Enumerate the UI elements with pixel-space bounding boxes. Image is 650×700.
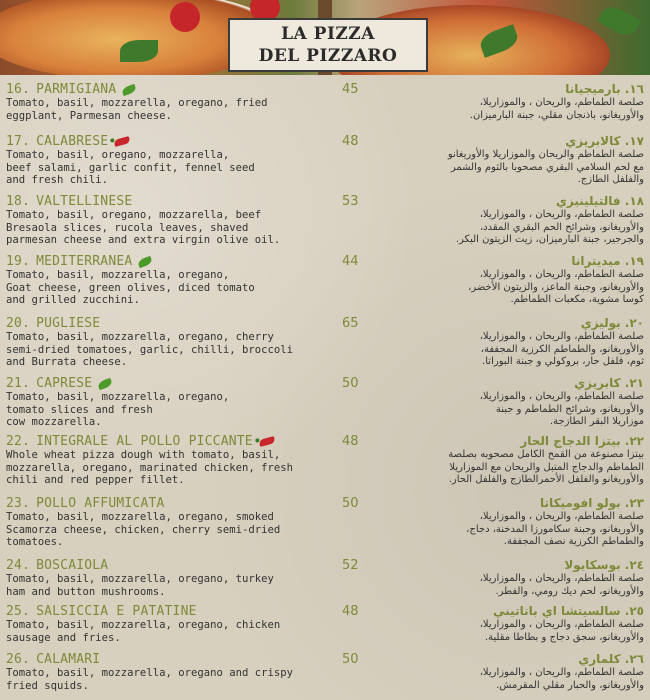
item-description-line: Whole wheat pizza dough with tomato, basil,: [6, 449, 281, 461]
item-description-line: and grilled zucchini.: [6, 294, 140, 307]
item-title: CAPRESE: [36, 376, 93, 391]
item-description-arabic-line: والأوريغانو، وشرائح الطماطم و جبنة: [495, 403, 644, 415]
item-price: 50: [342, 496, 359, 511]
item-description-line: Tomato, basil, mozzarella, oregano, cherry: [6, 331, 274, 343]
item-name: [6, 134, 331, 149]
item-english: [6, 434, 331, 487]
item-arabic: [382, 316, 644, 369]
item-english: [6, 496, 331, 549]
item-description-line: tomatoes.: [6, 536, 64, 549]
item-name-arabic: ٢٥. سالسيتشا اي باتاتيني: [493, 604, 644, 618]
item-english: [6, 604, 331, 644]
item-english: [6, 376, 331, 429]
item-description-arabic-line: صلصة الطماطم، والريحان ، والموزاريلا،: [479, 331, 644, 342]
item-description-line: semi-dried tomatoes, garlic, chilli, broccoli: [6, 343, 294, 356]
item-number: 20.: [6, 316, 31, 331]
item-arabic: [382, 254, 644, 307]
item-number: 19.: [6, 254, 31, 269]
item-description-arabic-line: ثوم، فلفل حار، بروكولي و جبنة البوراتا.: [482, 356, 644, 368]
item-description-line: cow mozzarella.: [6, 416, 102, 429]
item-description-line: Tomato, basil, mozzarella, oregano, smoked: [6, 511, 274, 523]
item-english: [6, 194, 331, 247]
tomato-icon: [170, 2, 200, 32]
item-name-arabic: ٢٦. كلماري: [578, 652, 644, 666]
item-name: [6, 316, 331, 331]
item-title: SALSICCIA E PATATINE: [36, 604, 197, 619]
item-arabic: [382, 496, 644, 549]
item-description-arabic-line: صلصة الطماطم، والريحان ، والموزاريلا،: [479, 209, 644, 220]
title-line-2: DEL PIZZARO: [258, 46, 398, 66]
item-description-arabic-line: والأوريغانو، وجبنة سكامورزا المدخنة، دجاج،: [466, 523, 644, 535]
item-description-arabic-line: والأوريغانو، وجبنة الماعز، والزيتون الأخضر،: [468, 281, 644, 293]
item-description-line: chili and red pepper fillet.: [6, 474, 185, 487]
item-description-arabic-line: والأوريغانو، والحبار مقلي المقرمش.: [496, 679, 644, 691]
item-title: INTEGRALE AL POLLO PICCANTE: [36, 434, 253, 449]
item-name: [6, 376, 331, 391]
item-description-line: Scamorza cheese, chicken, cherry semi-dried: [6, 523, 281, 536]
item-number: 23.: [6, 496, 31, 511]
title-line-1: LA PIZZA: [281, 24, 375, 44]
item-description-arabic-line: والأوريغانو، باذنجان مقلي، جبنة البارميزان.: [469, 109, 644, 121]
item-arabic: [382, 376, 644, 429]
item-price: 50: [342, 376, 359, 391]
item-price: 44: [342, 254, 359, 269]
item-number: 22.: [6, 434, 31, 449]
basil-leaf-icon: [597, 2, 641, 40]
item-description-arabic-line: والأوريغانو، وشرائح الحم البقري المقدد،: [479, 221, 644, 233]
item-name: [6, 558, 331, 573]
item-title: PARMIGIANA: [36, 82, 117, 97]
item-number: 16.: [6, 82, 31, 97]
item-name: [6, 652, 331, 667]
chili-icon: [258, 436, 275, 447]
item-description-line: Tomato, basil, mozzarella, oregano, turkey: [6, 573, 274, 585]
item-description-arabic-line: والجرجير، جبنة البارميزان، زيت الزيتون البكر.: [455, 234, 644, 246]
item-price: 45: [342, 82, 359, 97]
item-english: [6, 558, 331, 598]
item-description-line: eggplant, Parmesan cheese.: [6, 109, 172, 122]
item-description-arabic-line: صلصة الطماطم والريحان والموزاريلا والأوريغانو: [447, 149, 644, 160]
item-description-arabic-line: صلصة الطماطم، والريحان ، والموزاريلا،: [479, 667, 644, 678]
item-description-arabic-line: والأوريغانو والفلفل الأحمرالطازج والفلفل الحار.: [448, 474, 644, 486]
item-name-arabic: ٢٣. بولو افوميكاتا: [540, 496, 644, 510]
item-description-arabic-line: والأوريغانو، والطماطم الكرزية المجففة،: [480, 343, 644, 355]
item-arabic: [382, 194, 644, 247]
item-number: 21.: [6, 376, 31, 391]
item-description-arabic-line: صلصة الطماطم، والريحان ، والموزاريلا،: [479, 97, 644, 108]
item-description-line: Tomato, basil, mozzarella, oregano,: [6, 269, 230, 281]
item-description-line: Tomato, basil, mozzarella, oregano and crispy: [6, 667, 294, 679]
item-title: VALTELLINESE: [36, 194, 133, 209]
item-title: POLLO AFFUMICATA: [36, 496, 165, 511]
item-title: CALAMARI: [36, 652, 101, 667]
restaurant-title: [228, 18, 428, 72]
item-description-line: mozzarella, oregano, marinated chicken, fresh: [6, 461, 294, 474]
item-name: [6, 434, 331, 449]
item-name: [6, 254, 331, 269]
item-english: [6, 652, 331, 692]
item-description-line: ham and button mushrooms.: [6, 585, 166, 598]
item-name: [6, 604, 331, 619]
leaf-icon: [137, 255, 153, 267]
chili-icon: [114, 136, 131, 147]
item-price: 48: [342, 134, 359, 149]
item-description-line: Tomato, basil, mozzarella, oregano,: [6, 391, 230, 403]
item-description-line: parmesan cheese and extra virgin olive oil.: [6, 234, 281, 247]
item-description-line: Bresaola slices, rucola leaves, shaved: [6, 221, 249, 234]
item-description-arabic-line: كوسا مشوية، مكعبات الطماطم.: [510, 294, 644, 306]
item-description-line: and fresh chili.: [6, 174, 109, 187]
item-description-arabic-line: صلصة الطماطم، والريحان ، والموزاريلا،: [479, 573, 644, 584]
item-description-line: Goat cheese, green olives, diced tomato: [6, 281, 255, 294]
item-english: [6, 254, 331, 307]
item-description-line: and Burrata cheese.: [6, 356, 128, 369]
item-price: 48: [342, 604, 359, 619]
item-name-arabic: ١٧. كالابريزي: [565, 134, 644, 148]
item-title: MEDITERRANEA: [36, 254, 133, 269]
item-description-line: beef salami, garlic confit, fennel seed: [6, 161, 255, 174]
item-description-arabic-line: صلصة الطماطم، والريحان ، والموزاريلا،: [479, 619, 644, 630]
item-description-line: Tomato, basil, mozzarella, oregano, chicken: [6, 619, 281, 631]
item-number: 18.: [6, 194, 31, 209]
item-description-arabic-line: صلصة الطماطم، والريحان ، والموزاريلا،: [479, 511, 644, 522]
item-price: 48: [342, 434, 359, 449]
item-description-line: tomato slices and fresh: [6, 403, 153, 416]
item-arabic: [382, 558, 644, 598]
item-english: [6, 316, 331, 369]
item-description-arabic-line: والطماطم الكرزية نصف المجففة.: [503, 536, 644, 548]
item-name-arabic: ٢٠. بوليزي: [580, 316, 644, 330]
item-title: BOSCAIOLA: [36, 558, 109, 573]
item-description-arabic-line: بيتزا مصنوعة من القمح الكامل مصحوبه بصلصة: [448, 449, 644, 460]
basil-leaf-icon: [120, 40, 158, 62]
item-description-line: Tomato, basil, mozzarella, oregano, fried: [6, 97, 268, 109]
item-name-arabic: ٢٢. بيتزا الدجاج الحار: [520, 434, 644, 448]
item-number: 25.: [6, 604, 31, 619]
leaf-icon: [97, 377, 113, 389]
item-name-arabic: ١٩. ميديترانا: [571, 254, 644, 268]
item-price: 53: [342, 194, 359, 209]
item-description-arabic-line: صلصة الطماطم، والريحان ، والموزاريلا،: [479, 269, 644, 280]
item-title: PUGLIESE: [36, 316, 101, 331]
item-english: [6, 82, 331, 122]
item-description-line: fried squids.: [6, 679, 89, 692]
item-arabic: [382, 652, 644, 692]
item-description-arabic-line: موزاريلا البقر الطازجة.: [549, 416, 644, 428]
item-description-arabic-line: والأوريغانو، سجق دجاج و بطاطا مقلية.: [484, 631, 644, 643]
item-description-arabic-line: الطماطم والدجاج المتبل والريحان مع الموزاريلا: [449, 461, 644, 473]
item-name-arabic: ٢١. كابريزي: [574, 376, 644, 390]
item-arabic: [382, 434, 644, 487]
leaf-icon: [121, 83, 137, 95]
item-description-arabic-line: صلصة الطماطم، والريحان ، والموزاريلا،: [479, 391, 644, 402]
item-description-arabic-line: مع لحم السلامي البقري مصحوبا بالثوم والشمر: [450, 161, 644, 173]
item-price: 65: [342, 316, 359, 331]
item-name: [6, 82, 331, 97]
item-title: CALABRESE: [36, 134, 109, 149]
item-description-arabic-line: والفلفل الطازج.: [577, 174, 644, 186]
item-english: [6, 134, 331, 187]
item-description-line: Tomato, basil, oregano, mozzarella,: [6, 149, 230, 161]
item-description-line: Tomato, basil, oregano, mozzarella, beef: [6, 209, 262, 221]
item-number: 26.: [6, 652, 31, 667]
item-description-line: sausage and fries.: [6, 631, 121, 644]
item-name: [6, 496, 331, 511]
item-number: 24.: [6, 558, 31, 573]
item-arabic: [382, 604, 644, 644]
item-name-arabic: ١٦. بارميجيانا: [565, 82, 644, 96]
item-arabic: [382, 134, 644, 187]
item-arabic: [382, 82, 644, 122]
item-name-arabic: ٢٤. بوسكايولا: [564, 558, 644, 572]
item-description-arabic-line: والأوريغانو، لحم ديك رومي، والفطر.: [495, 585, 644, 597]
item-name: [6, 194, 331, 209]
item-number: 17.: [6, 134, 31, 149]
item-name-arabic: ١٨. فالتيلينيزي: [555, 194, 644, 208]
item-price: 50: [342, 652, 359, 667]
item-price: 52: [342, 558, 359, 573]
